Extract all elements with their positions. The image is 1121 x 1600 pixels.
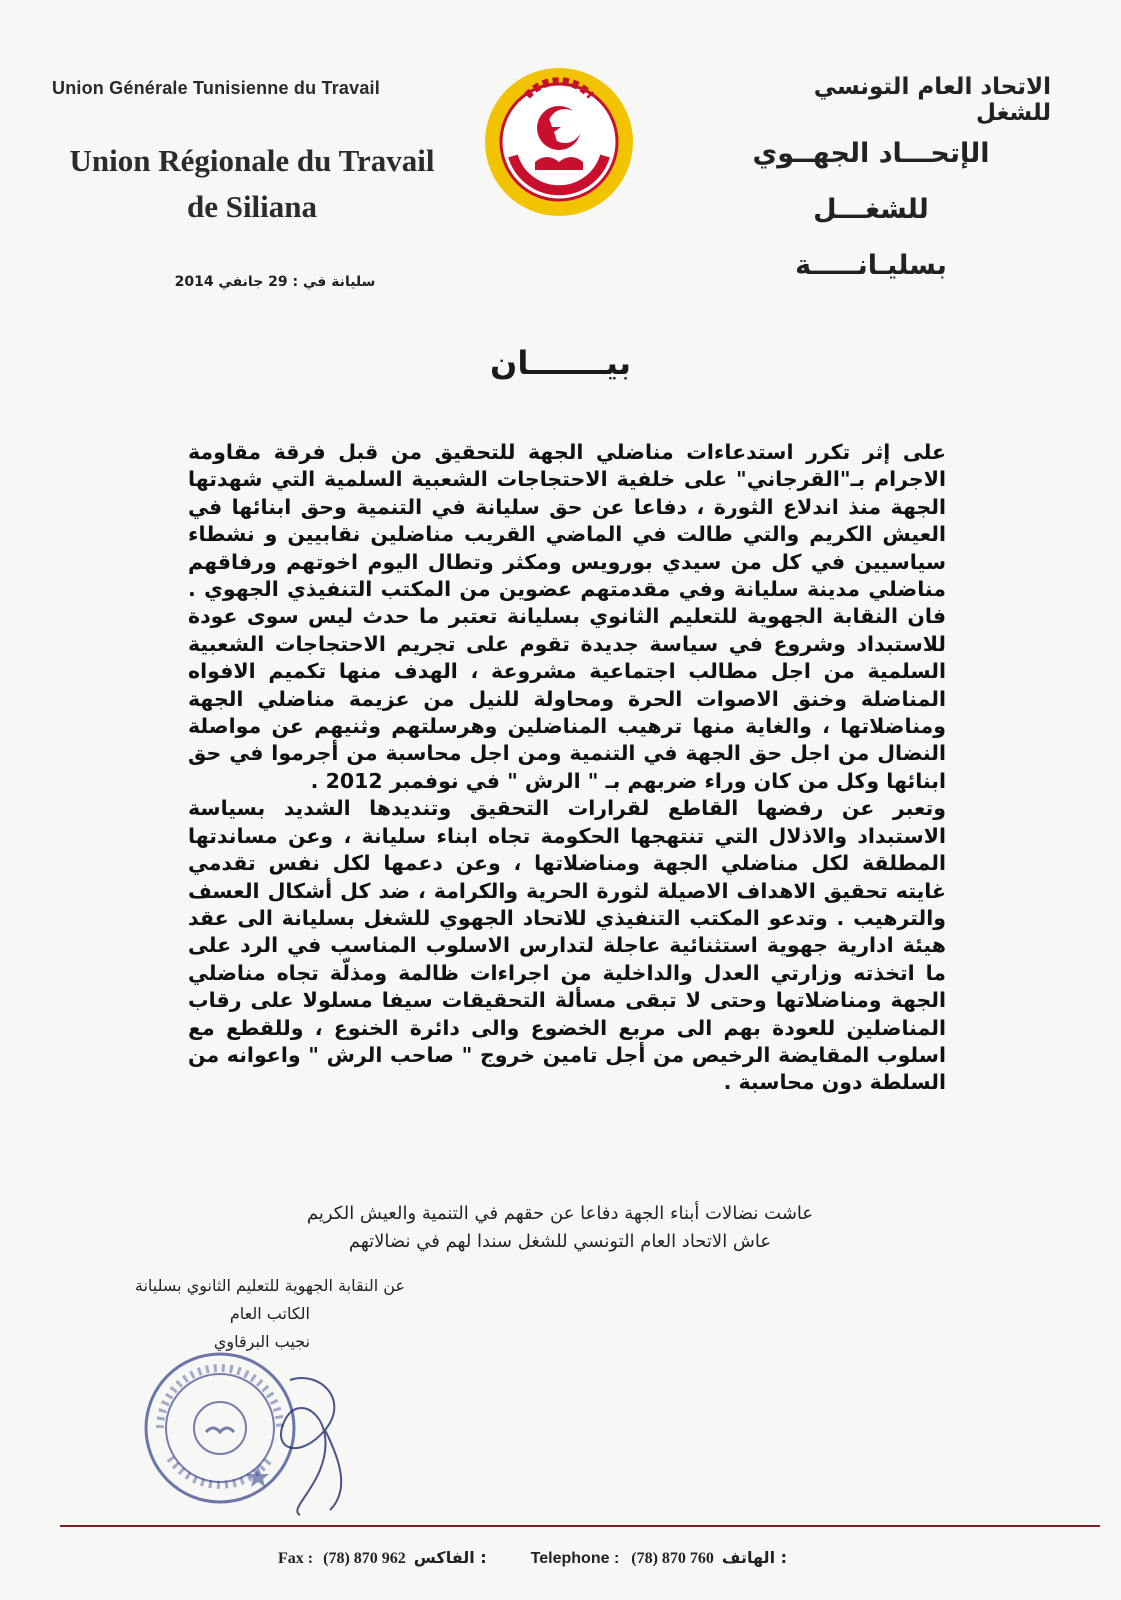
fax-label-fr: Fax : [278, 1550, 314, 1567]
ugtt-logo-icon [483, 66, 635, 218]
header-french-region-line1: Union Régionale du Travail [69, 143, 435, 178]
statement-body [188, 439, 946, 1097]
signature-block [60, 1272, 405, 1356]
header-arabic-confederation: الاتحاد العام التونسي للشغل [813, 74, 1051, 126]
signature-organization: عن النقابة الجهوية للتعليم الثانوي بسليانة [134, 1276, 405, 1295]
closing-slogans [240, 1200, 880, 1256]
body-paragraph-1: على إثر تكرر استدعاءات مناضلي الجهة للتحقيق من قبل فرقة مقاومة الاجرام بـ"القرجاني" على خلفية الاحتجاجات الشعبية السلمية التي شهدتها الجهة منذ اندلاع الثورة ، دفاعا عن حق سليانة في التنمية وحق ابنائها في العيش الكريم والتي طالت في الماضي القريب مناضلين نقابيين و نشطاء سياسيين في كل من سيدي بورويس ومكثر وتطال اليوم اخوتهم ورفاقهم مناضلي مدينة سليانة وفي مقدمتهم عضوين من المكتب التنفيذي الجهوي . فان النقابة الجهوية للتعليم الثانوي بسليانة تعتبر ما حدث ليس سوى عودة للاستبداد وشروع في سياسة جديدة تقوم على تجريم الاحتجاجات الشعبية السلمية من اجل مطالب اجتماعية مشروعة ، الهدف منها تكميم الافواه المناضلة وخنق الاصوات الحرة ومحاولة للنيل من عزيمة مناضلي الجهة ومناضلاتها ، والغاية منها ترهيب المناضلين وهرسلتهم وثنيهم عن مواصلة النضال من اجل حق الجهة في التنمية ومن اجل محاسبة من أجرموا في حق ابنائها وكل من كان وراء ضربهم بـ " الرش " في نوفمبر 2012 . [188, 440, 946, 793]
footer-divider [60, 1525, 1100, 1527]
header-french-region-line2: de Siliana [186, 189, 318, 224]
fax-number: (78) 870 962 [323, 1550, 406, 1567]
header-arabic-region-line2: بسليـانـــــة [795, 250, 947, 281]
signature-role: الكاتب العام [229, 1304, 310, 1323]
footer-contacts [278, 1548, 1098, 1568]
slogan-line-1: عاشت نضالات أبناء الجهة دفاعا عن حقهم في التنمية والعيش الكريم [306, 1203, 814, 1224]
slogan-line-2: عاش الاتحاد العام التونسي للشغل سندا لهم في نضالاتهم [348, 1231, 772, 1252]
body-paragraph-2: وتعبر عن رفضها القاطع لقرارات التحقيق وتنديدها الشديد بسياسة الاستبداد والاذلال التي تنتهجها الحكومة تجاه ابناء سليانة ، وعن مساندتها المطلقة لكل مناضلي الجهة ومناضلاتها ، وعن دعمها لكل نفس تقدمي غايته تحقيق الاهداف الاصيلة لثورة الحرية والكرامة ، ضد كل أشكال العسف والترهيب . وتدعو المكتب التنفيذي للاتحاد الجهوي للشغل بسليانة الى عقد هيئة ادارية جهوية استثنائية عاجلة لتدارس الاسلوب المناسب في الرد على ما اتخذته وزارتي العدل والداخلية من اجراءات ظالمة ومذلّة تجاه مناضلي الجهة ومناضلاتها وحتى لا تبقى مسألة التحقيقات سيفا مسلولا على رقاب المناضلين للعودة بهم الى مربع الخضوع والى دائرة الخنوع ، وللقطع مع اسلوب المقايضة الرخيص من أجل تامين خروج " صاحب الرش " واعوانه من السلطة دون محاسبة . [188, 796, 946, 1095]
telephone-number: (78) 870 760 [631, 1550, 714, 1567]
signature-name: نجيب البرقاوي [213, 1332, 310, 1351]
header-french-region [52, 138, 452, 230]
telephone-label-fr: Telephone : [530, 1550, 620, 1567]
document-title: بيـــــــان [490, 344, 631, 382]
document-date: سليانة في : 29 جانفي 2014 [174, 274, 376, 290]
header-french-confederation: Union Générale Tunisienne du Travail [52, 78, 380, 98]
header-arabic-region-line1: الإتحـــاد الجهــوي للشغـــل [752, 138, 990, 225]
fax-label-ar: : الفاكس [413, 1548, 487, 1567]
telephone-label-ar: : الهاتف [721, 1548, 788, 1567]
handwritten-signature-icon [230, 1360, 370, 1520]
header-arabic-region [691, 126, 1051, 294]
